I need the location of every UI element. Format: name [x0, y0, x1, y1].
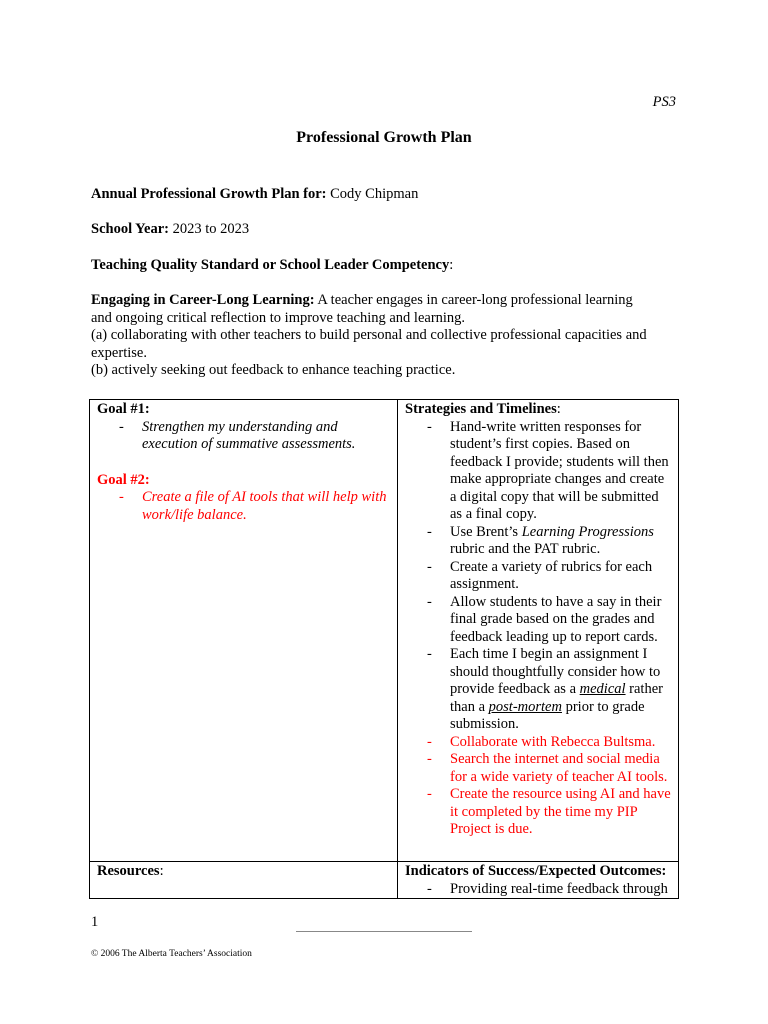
standard-line — [91, 257, 681, 275]
competency-line5: (b) actively seeking out feedback to enhance teaching practice. — [91, 362, 456, 378]
strategies-label: Strategies and Timelines — [405, 401, 557, 417]
resources-cell: Resources: — [90, 862, 398, 899]
standard-colon: : — [449, 257, 454, 273]
document-title: Professional Growth Plan — [296, 129, 472, 146]
list-item: - Strengthen my understanding and execution of summative assessments. — [119, 418, 356, 452]
page-code: PS3 — [652, 94, 676, 110]
list-item: - Providing real-time feedback through — [427, 880, 668, 897]
copyright-notice: © 2006 The Alberta Teachers’ Association — [91, 949, 252, 959]
competency-line2: and ongoing critical reflection to improve teaching and learning. — [91, 309, 466, 326]
footer-divider — [296, 931, 472, 932]
plan-for-label: Annual Professional Growth Plan for: — [91, 186, 327, 202]
school-year-line — [91, 221, 681, 239]
school-year-value: 2023 to 2023 — [172, 221, 250, 237]
plan-for-line — [91, 186, 681, 204]
indicators-cell — [398, 862, 679, 899]
page-number: 1 — [91, 914, 99, 930]
competency-paragraph — [91, 292, 681, 380]
standard-label: Teaching Quality Standard or School Leader Competency — [91, 257, 450, 273]
list-item: - Create a variety of rubrics for each assignment. — [427, 558, 653, 592]
resources-label: Resources — [97, 863, 160, 879]
competency-line1: A teacher engages in career-long professional learning — [317, 292, 633, 308]
list-item: - Each time I begin an assignment I should thoughtfully consider how to provide feedback as a medical rather than a post-mortem prior to grade submission. — [427, 646, 663, 732]
goal2-label: Goal #2: — [97, 471, 150, 488]
list-item: - Search the internet and social media for a wide variety of teacher AI tools. — [427, 751, 668, 785]
list-item: - Use Brent’s Learning Progressions rubric and the PAT rubric. — [427, 523, 654, 557]
table-row-goals — [90, 400, 679, 862]
goal2-list — [97, 489, 390, 524]
plan-for-value: Cody Chipman — [330, 186, 419, 202]
goal1-text: Strengthen my understanding and execution of summative assessments. — [142, 418, 356, 452]
competency-line4: expertise. — [91, 344, 147, 361]
table-row-outcomes — [90, 862, 679, 899]
school-year-label: School Year: — [91, 221, 169, 237]
list-item: - Hand-write written responses for student’s first copies. Based on feedback I provide; students will then make appropriate changes and create a digital copy that will be submitted as a final copy. — [427, 418, 669, 522]
growth-plan-table — [89, 399, 679, 899]
competency-heading: Engaging in Career-Long Learning: — [91, 292, 315, 308]
indicators-list — [405, 881, 671, 899]
goals-cell — [90, 400, 398, 862]
goal1-label: Goal #1: — [97, 401, 150, 417]
strategies-cell — [398, 400, 679, 862]
strategies-heading: Strategies and Timelines: — [405, 401, 561, 417]
list-item: - Create the resource using AI and have it completed by the time my PIP Project is due. — [427, 786, 671, 837]
goal1-list — [97, 419, 390, 454]
competency-line3: (a) collaborating with other teachers to build personal and collective professional capacities and — [91, 327, 647, 343]
strategies-list — [405, 419, 671, 839]
list-item: - Allow students to have a say in their final grade based on the grades and feedback leading up to report cards. — [427, 593, 662, 645]
list-item: - Create a file of AI tools that will help with work/life balance. — [119, 489, 387, 523]
indicators-label: Indicators of Success/Expected Outcomes: — [405, 863, 667, 879]
list-item: - Collaborate with Rebecca Bultsma. — [427, 733, 656, 750]
goal2-text: Create a file of AI tools that will help with work/life balance. — [142, 489, 387, 523]
